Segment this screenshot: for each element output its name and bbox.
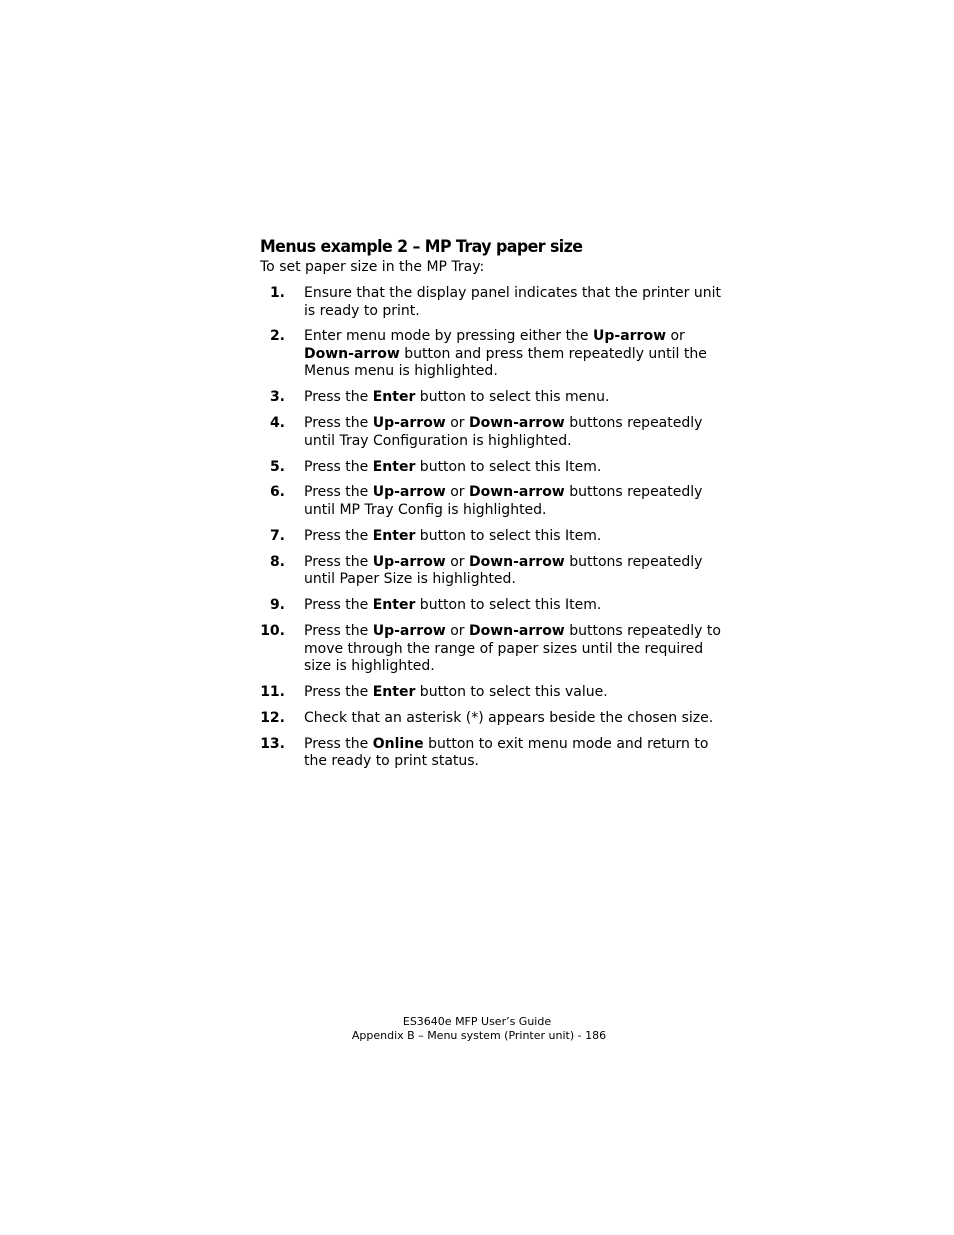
step-text-run: buttons repeatedly until Paper Size is highlighted.: [304, 553, 703, 588]
step-text-run: Press the: [304, 415, 373, 432]
step-keyword: Down-arrow: [468, 623, 565, 640]
step-item: [260, 415, 730, 450]
step-text: [304, 710, 730, 728]
step-text: [304, 623, 730, 676]
step-text: [304, 484, 730, 519]
footer-page-info: Appendix B – Menu system (Printer unit) - 186: [351, 1029, 607, 1042]
step-number: 8.: [269, 553, 285, 570]
step-text-run: button to select this Item.: [415, 597, 602, 614]
step-text-run: Press the: [304, 527, 373, 544]
section-heading: Menus example 2 – MP Tray paper size: [260, 237, 583, 257]
step-number: 7.: [269, 527, 285, 544]
step-number: 5.: [269, 458, 285, 475]
step-item: [260, 710, 730, 728]
step-number: 6.: [269, 484, 285, 501]
step-number: 13.: [260, 735, 285, 752]
step-number: 3.: [269, 389, 285, 406]
step-keyword: Down-arrow: [468, 484, 565, 501]
step-text-run: or: [445, 623, 469, 640]
step-item: [260, 597, 730, 615]
step-text: [304, 736, 730, 771]
step-keyword: Up-arrow: [372, 415, 446, 432]
step-item: [260, 459, 730, 477]
step-keyword: Enter: [372, 458, 416, 475]
step-text: [304, 554, 730, 589]
step-text-run: Press the: [304, 553, 373, 570]
step-keyword: Enter: [372, 597, 416, 614]
step-number: 10.: [260, 623, 285, 640]
step-number: 11.: [260, 683, 285, 700]
step-text-run: Enter menu mode by pressing either the: [304, 328, 593, 345]
step-number: 4.: [269, 415, 285, 432]
step-text-run: or: [666, 328, 685, 345]
step-text-run: or: [445, 553, 469, 570]
step-keyword: Down-arrow: [468, 415, 565, 432]
step-item: [260, 623, 730, 676]
footer-guide-title: ES3640e MFP User’s Guide: [402, 1015, 552, 1028]
step-item: [260, 484, 730, 519]
step-text: [304, 684, 730, 702]
step-text-run: Press the: [304, 683, 373, 700]
step-keyword: Up-arrow: [593, 328, 667, 345]
intro-text: To set paper size in the MP Tray:: [260, 259, 485, 275]
step-keyword: Up-arrow: [372, 553, 446, 570]
step-text-run: button and press them repeatedly until the Menus menu is highlighted.: [304, 345, 707, 380]
step-text-run: button to select this Item.: [415, 527, 602, 544]
step-text: [304, 285, 730, 320]
step-text-run: button to select this value.: [415, 683, 608, 700]
step-text-run: Press the: [304, 597, 373, 614]
step-keyword: Online: [372, 735, 424, 752]
step-number: 9.: [269, 597, 285, 614]
step-text: [304, 459, 730, 477]
step-item: [260, 389, 730, 407]
steps-list: [260, 285, 730, 779]
step-keyword: Down-arrow: [304, 345, 400, 362]
step-text: [304, 415, 730, 450]
step-item: [260, 285, 730, 320]
step-item: [260, 554, 730, 589]
step-text: [304, 597, 730, 615]
step-text: [304, 328, 730, 381]
step-text-run: button to select this Item.: [415, 458, 602, 475]
step-keyword: Up-arrow: [372, 484, 446, 501]
step-text-run: button to exit menu mode and return to the ready to print status.: [304, 735, 709, 770]
step-text-run: Press the: [304, 735, 373, 752]
step-keyword: Enter: [372, 527, 416, 544]
step-item: [260, 736, 730, 771]
step-keyword: Down-arrow: [468, 553, 565, 570]
step-item: [260, 528, 730, 546]
step-item: [260, 328, 730, 381]
step-text-run: Ensure that the display panel indicates that the printer unit is ready to print.: [304, 285, 721, 319]
step-text-run: Press the: [304, 458, 373, 475]
step-text: [304, 389, 730, 407]
step-keyword: Enter: [372, 683, 416, 700]
step-text-run: buttons repeatedly to move through the range of paper sizes until the required size is highlighted.: [304, 623, 721, 675]
step-text: [304, 528, 730, 546]
step-text-run: or: [445, 415, 469, 432]
step-text-run: or: [445, 484, 469, 501]
step-keyword: Up-arrow: [372, 623, 446, 640]
step-number: 12.: [260, 709, 285, 726]
step-number: 2.: [269, 328, 285, 345]
step-text-run: Press the: [304, 389, 373, 406]
step-text-run: Press the: [304, 623, 373, 640]
step-number: 1.: [269, 285, 285, 301]
step-text-run: buttons repeatedly until Tray Configuration is highlighted.: [304, 415, 703, 449]
step-text-run: Check that an asterisk (*) appears beside the chosen size.: [304, 709, 714, 726]
step-text-run: buttons repeatedly until MP Tray Config is highlighted.: [304, 484, 703, 518]
step-keyword: Enter: [372, 389, 416, 406]
step-text-run: Press the: [304, 484, 373, 501]
step-item: [260, 684, 730, 702]
step-text-run: button to select this menu.: [415, 389, 610, 406]
